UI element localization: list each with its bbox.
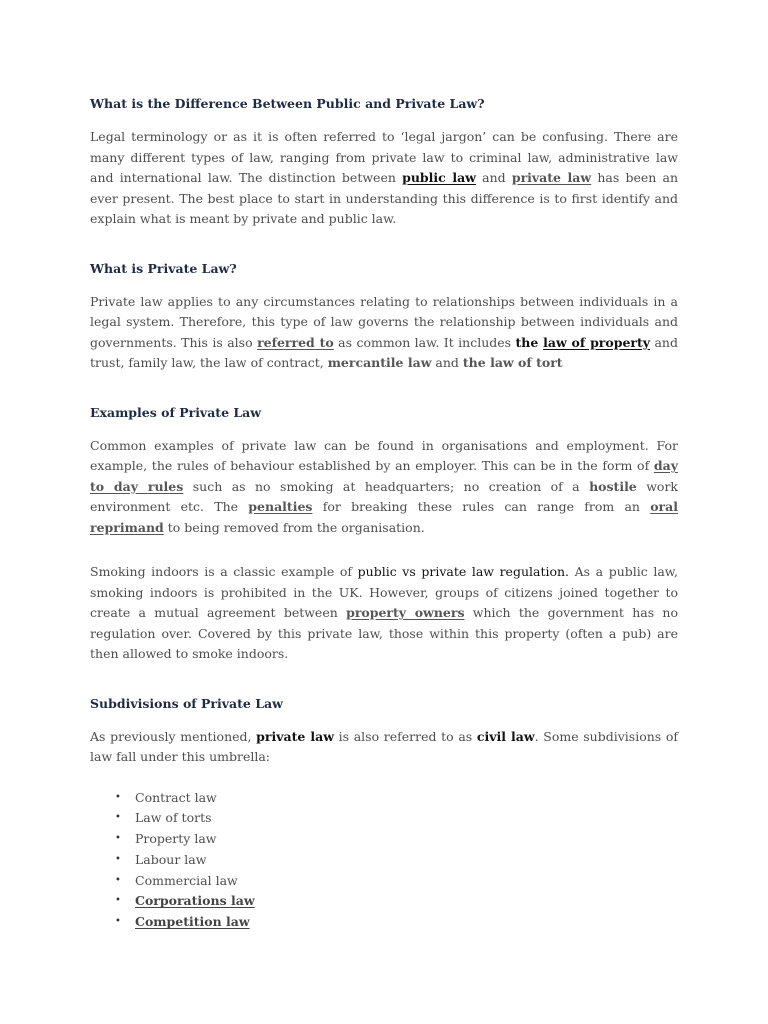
subdivisions-list: [90, 788, 678, 934]
section-heading-examples: Examples of Private Law: [90, 404, 262, 420]
law-of-tort-term: the law of tort: [462, 355, 563, 370]
subdivisions-text-b: is also referred to as: [333, 728, 477, 744]
property-owners-link[interactable]: property owners: [346, 605, 465, 620]
examples-text-d: for breaking these rules can range from an: [312, 499, 651, 514]
subdivisions-text-c: . Some subdivisions of law fall under this umbrella:: [90, 728, 678, 764]
corporations-law-link[interactable]: Corporations law: [135, 893, 255, 909]
day-to-day-rules-link[interactable]: day to day rules: [90, 458, 678, 494]
examples-text-e: to being removed from the organisation.: [163, 519, 425, 535]
examples-text-c: work environment etc. The: [90, 478, 678, 514]
list-item-label: Contract law: [135, 789, 217, 805]
oral-reprimand-link[interactable]: oral reprimand: [90, 499, 678, 535]
intro-text-c: has been an ever present. The best place to start in understanding this difference is to first identify and explain what is meant by private and public law.: [90, 170, 678, 226]
penalties-link[interactable]: penalties: [248, 499, 313, 514]
list-item: [115, 912, 678, 933]
list-item: [115, 850, 678, 871]
section-heading-difference: What is the Difference Between Public and Private Law?: [90, 96, 485, 111]
private-law-paragraph: [90, 292, 678, 374]
private-law-term: private law: [256, 728, 334, 744]
hostile-term: hostile: [589, 478, 637, 494]
civil-law-term: civil law: [476, 728, 535, 744]
bullet-icon: •: [115, 874, 121, 886]
list-item-label: Labour law: [135, 851, 207, 867]
examples-text-a: Common examples of private law can be found in organisations and employment. For example, the rules of behaviour established by an employer. This can be in the form of: [90, 437, 678, 473]
list-item: [115, 829, 678, 850]
intro-text-a: Legal terminology or as it is often referred to ‘legal jargon’ can be confusing. There are many different types of law, ranging from private law to criminal law, administrative law and international law. The distinction between: [90, 129, 678, 185]
mercantile-law-term: mercantile law: [327, 355, 432, 370]
list-item: [115, 871, 678, 892]
subdivisions-paragraph: [90, 727, 678, 768]
competition-law-link[interactable]: Competition law: [135, 914, 250, 930]
bullet-icon: •: [115, 853, 121, 865]
the-word: the: [515, 334, 544, 350]
referred-to-link[interactable]: referred to: [257, 334, 334, 350]
bullet-icon: •: [115, 791, 121, 803]
public-vs-private-phrase: public vs private law regulation.: [357, 564, 570, 579]
smoking-text-b: As a public law, smoking indoors is prohibited in the UK. However, groups of citizens joined together to create a mutual agreement between: [90, 564, 678, 620]
private-law-link[interactable]: private law: [511, 170, 592, 185]
private-law-text-a: Private law applies to any circumstances relating to relationships between individuals in a legal system. Therefore, this type of law governs the relationship between individuals and governments. This is also: [90, 293, 678, 350]
section-heading-private-law: What is Private Law?: [90, 260, 237, 276]
intro-paragraph: [90, 127, 678, 230]
list-item: [115, 891, 678, 912]
private-law-text-d: and: [431, 355, 463, 370]
bullet-icon: •: [115, 812, 121, 824]
bullet-icon: •: [115, 833, 121, 845]
list-item: [115, 808, 678, 829]
list-item: [115, 788, 678, 809]
private-law-text-c: and trust, family law, the law of contract,: [90, 334, 678, 370]
examples-text-b: such as no smoking at headquarters; no creation of a: [183, 478, 590, 494]
section-heading-subdivisions: Subdivisions of Private Law: [90, 695, 283, 711]
private-law-text-b: as common law. It includes: [333, 334, 516, 350]
bullet-icon: •: [115, 916, 121, 928]
list-item-label: Property law: [135, 831, 217, 847]
smoking-text-c: which the government has no regulation over. Covered by this private law, those within this property (often a pub) are then allowed to smoke indoors.: [90, 605, 679, 661]
law-of-property-link[interactable]: law of property: [543, 334, 651, 350]
examples-paragraph-2: [90, 562, 678, 665]
public-law-link[interactable]: public law: [402, 170, 476, 185]
list-item-label: Law of torts: [135, 810, 212, 826]
examples-paragraph-1: [90, 436, 678, 539]
bullet-icon: •: [115, 895, 121, 907]
smoking-text-a: Smoking indoors is a classic example of: [90, 564, 358, 579]
list-item-label: Commercial law: [135, 872, 238, 888]
subdivisions-text-a: As previously mentioned,: [90, 728, 257, 744]
intro-text-b: and: [475, 170, 512, 185]
